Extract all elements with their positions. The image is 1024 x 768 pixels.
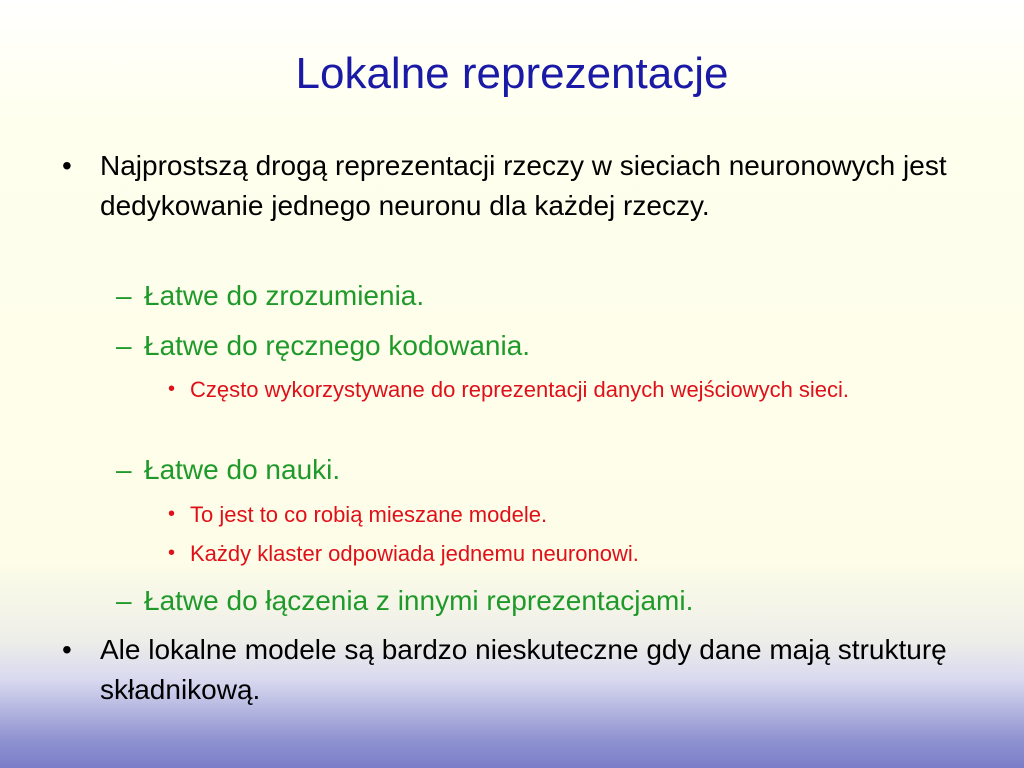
bullet-marker: • <box>62 150 72 181</box>
dash-marker: – <box>116 330 132 361</box>
sub-sub-bullet-text: Każdy klaster odpowiada jednemu neuronowi. <box>190 541 639 566</box>
sub-bullet-text: Łatwe do nauki. <box>144 454 341 485</box>
sub-sub-bullet-text: Często wykorzystywane do reprezentacji danych wejściowych sieci. <box>190 377 850 402</box>
dash-marker: – <box>116 585 132 616</box>
bullet-marker: • <box>168 542 176 564</box>
sub-bullet-text: Łatwe do łączenia z innymi reprezentacjami. <box>144 585 694 616</box>
sub-bullet-text: Łatwe do zrozumienia. <box>144 280 425 311</box>
sub-bullet-item <box>116 326 936 366</box>
bullet-marker: • <box>168 378 176 400</box>
sub-bullet-item <box>116 276 936 316</box>
bullet-marker: • <box>62 634 72 665</box>
dash-marker: – <box>116 280 132 311</box>
bullet-marker: • <box>168 503 176 525</box>
sub-sub-bullet-item <box>168 373 868 406</box>
sub-bullet-text: Łatwe do ręcznego kodowania. <box>144 330 531 361</box>
bullet-text: Ale lokalne modele są bardzo nieskuteczne gdy dane mają strukturę składnikową. <box>100 634 947 705</box>
bullet-item <box>62 146 962 226</box>
sub-bullet-item <box>116 450 936 490</box>
dash-marker: – <box>116 454 132 485</box>
sub-sub-bullet-item <box>168 498 868 531</box>
sub-sub-bullet-item <box>168 537 868 570</box>
bullet-item <box>62 630 962 710</box>
slide-title: Lokalne reprezentacje <box>295 49 729 98</box>
sub-sub-bullet-text: To jest to co robią mieszane modele. <box>190 502 548 527</box>
bullet-text: Najprostszą drogą reprezentacji rzeczy w sieciach neuronowych jest dedykowanie jednego neuronu dla każdej rzeczy. <box>100 150 947 221</box>
sub-bullet-item <box>116 581 936 621</box>
